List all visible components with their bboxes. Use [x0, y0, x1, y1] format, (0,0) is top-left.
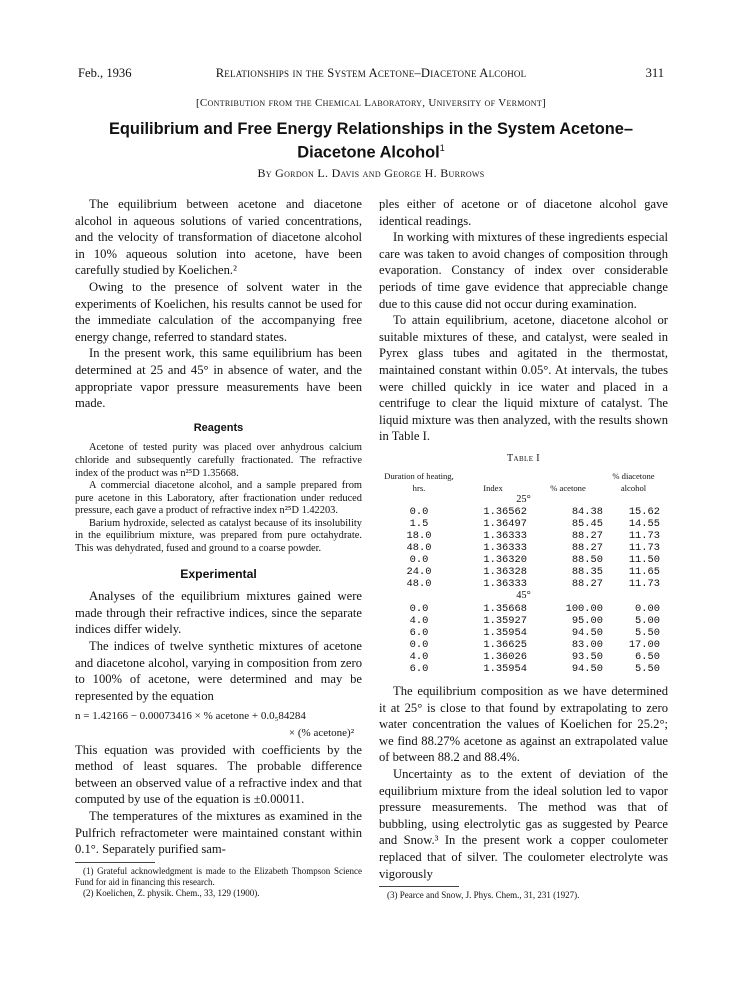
- table-cell: 5.50: [635, 663, 660, 675]
- table-cell: 48.0: [406, 578, 432, 591]
- table-row: [379, 506, 668, 518]
- table-cell: 0.0: [409, 602, 429, 615]
- byline: By Gordon L. Davis and George H. Burrows: [257, 166, 485, 180]
- table-cell: 5.50: [635, 626, 660, 639]
- header-running-title: Relationships in the System Acetone–Diacetone Alcohol: [215, 66, 527, 80]
- paragraph: Uncertainty as to the extent of deviation of the equilibrium mixture from the ideal solution led to vapor pressure measurements. The method was that of bubbling, using electrolytic gas as suggested by Pearce and Snow.³ In the present work a copper coulometer replaced that of silver. The coulometer electrolyte was vigorously: [379, 767, 668, 881]
- table-cell: 1.5: [409, 517, 429, 530]
- right-column: [379, 196, 668, 901]
- table-cell: 6.0: [409, 626, 429, 639]
- table-row: [379, 627, 668, 639]
- table-cell: 1.36497: [483, 517, 527, 530]
- table-cell: 11.73: [628, 529, 660, 542]
- reagent-paragraph: Barium hydroxide, selected as catalyst because of its insolubility in the equilibrium mixture, was prepared from pure octahydrate. This was dehydrated, fused and ground to a coarse powder.: [75, 517, 362, 555]
- left-column: [75, 196, 362, 899]
- table-cell: 0.0: [409, 554, 429, 567]
- title-footnote-mark: 1: [439, 143, 445, 153]
- table-cell: 4.0: [409, 614, 429, 627]
- paragraph: To attain equilibrium, acetone, diacetone alcohol or suitable mixtures of these, and catalyst, were sealed in Pyrex glass tubes and agitated in the thermostat, maintained constant within 0.05°. At intervals, the tubes were chilled quickly in ice water and placed in a centrifuge to clear the liquid mixture of catalyst. The liquid mixture was then analyzed, with the results shown in Table I.: [379, 313, 668, 444]
- header-date: Feb., 1936: [78, 66, 132, 80]
- paragraph: The indices of twelve synthetic mixtures of acetone and diacetone alcohol, varying in composition from zero to 100% of acetone, were determined and may be represented by the equation: [75, 639, 362, 703]
- paragraph: This equation was provided with coefficients by the method of least squares. The probable difference between an observed value of a refractive index and that computed by use of the equation is ±0.00011.: [75, 742, 362, 807]
- table-cell: 94.50: [571, 626, 603, 639]
- table-row: [379, 578, 668, 590]
- table-cell: 6.0: [409, 663, 429, 675]
- paragraph: The equilibrium composition as we have determined it at 25° is close to that found by extrapolating to zero water concentration the values of Koelichen for 25.2°; we find 88.27% acetone as against an extrapolated value of between 88.2 and 88.4%.: [379, 684, 668, 765]
- table-cell: 1.36562: [483, 505, 527, 518]
- table-cell: 95.00: [571, 614, 603, 627]
- table-cell: 17.00: [628, 638, 660, 651]
- table-cell: 18.0: [406, 529, 432, 542]
- table-cell: 1.35927: [483, 614, 527, 627]
- table-cell: 1.36328: [483, 566, 527, 579]
- table-row: [379, 530, 668, 542]
- table-row: [379, 554, 668, 566]
- paragraph: The equilibrium between acetone and diacetone alcohol in aqueous solutions of varied concentrations, and the velocity of transformation of diacetone alcohol in 10% aqueous solution into acetone, have been carefully studied by Koelichen.²: [75, 197, 362, 278]
- table-cell: 1.36026: [483, 650, 527, 663]
- table-cell: 83.00: [571, 638, 603, 651]
- equation-line-1: n = 1.42166 − 0.00073416 × % acetone + 0.0₅84284: [75, 710, 306, 723]
- footnote-1: (1) Grateful acknowledgment is made to the Elizabeth Thompson Science Fund for aid in financing this research.: [75, 865, 362, 887]
- table-cell: 6.50: [635, 650, 660, 663]
- temperature-label: 45°: [516, 590, 531, 602]
- reagent-paragraph: A commercial diacetone alcohol, and a sample prepared from pure acetone in this Laboratory, after fractionation under reduced pressure, each gave a product of refractive index n²⁵D 1.42203.: [75, 480, 362, 517]
- table-cell: 88.27: [571, 542, 603, 555]
- table-row: [379, 615, 668, 627]
- table-cell: 88.27: [571, 578, 603, 591]
- footnote-rule: [379, 886, 459, 887]
- table-row: [379, 639, 668, 651]
- table-section-45: [379, 603, 668, 676]
- table-cell: 15.62: [628, 505, 660, 518]
- table-cell: 1.36333: [483, 542, 527, 555]
- table-cell: 11.50: [628, 554, 660, 567]
- table-section-25: [379, 506, 668, 591]
- table-cell: 88.50: [571, 554, 603, 567]
- reagent-paragraph: Acetone of tested purity was placed over anhydrous calcium chloride and subsequently carefully fractionated. The refractive index of the product was n²⁵D 1.35668.: [75, 442, 362, 479]
- table-cell: 100.00: [565, 602, 603, 615]
- table-title: Table I: [506, 452, 540, 464]
- footnote-2: (2) Koelichen, Z. physik. Chem., 33, 129 (1900).: [83, 887, 260, 898]
- table-cell: 24.0: [406, 566, 432, 579]
- table-cell: 1.36320: [483, 554, 527, 567]
- table-row: [379, 542, 668, 554]
- temperature-label: 25°: [516, 493, 531, 505]
- footnote-3: (3) Pearce and Snow, J. Phys. Chem., 31, 231 (1927).: [387, 890, 580, 901]
- results-table: [379, 470, 668, 676]
- table-cell: 84.38: [571, 505, 603, 518]
- table-cell: 1.35954: [483, 663, 527, 675]
- paragraph: In the present work, this same equilibrium has been determined at 25 and 45° in absence of water, and the appropriate vapor pressure measurements have been made.: [75, 346, 362, 411]
- header-page-number: 311: [645, 66, 664, 80]
- table-cell: 11.73: [628, 542, 660, 555]
- table-cell: 11.73: [628, 578, 660, 591]
- table-cell: 88.27: [571, 529, 603, 542]
- article-title: [78, 120, 664, 162]
- table-cell: 0.0: [409, 505, 429, 518]
- column-header: % acetone: [550, 482, 586, 493]
- table-cell: 93.50: [571, 650, 603, 663]
- footnote-rule: [75, 862, 155, 863]
- column-header: % diacetone alcohol: [612, 470, 655, 493]
- table-row: [379, 651, 668, 663]
- experimental-heading: Experimental: [180, 566, 257, 581]
- column-header: Duration of heating, hrs.: [384, 470, 454, 493]
- table-cell: 0.00: [635, 602, 660, 615]
- table-cell: 1.36333: [483, 529, 527, 542]
- table-cell: 4.0: [409, 650, 429, 663]
- paragraph: In working with mixtures of these ingredients especial care was taken to avoid changes of composition through evaporation. Constancy of index over considerable periods of time gave evidence that appreciable change due to this cause did not occur during examination.: [379, 230, 668, 311]
- article-title-text: Equilibrium and Free Energy Relationships in the System Acetone–Diacetone Alcohol: [108, 120, 633, 162]
- paragraph: The temperatures of the mixtures as examined in the Pulfrich refractometer were maintained constant within 0.1°. Separately purified sam-: [75, 808, 362, 857]
- table-cell: 1.36333: [483, 578, 527, 591]
- paragraph: Owing to the presence of solvent water in the experiments of Koelichen, his results cannot be used for the immediate calculation of the accompanying free energy change, referred to standard states.: [75, 279, 362, 344]
- reagents-heading: Reagents: [193, 421, 244, 434]
- table-cell: 94.50: [571, 663, 603, 675]
- table-cell: 1.35668: [483, 602, 527, 615]
- table-cell: 5.00: [635, 614, 660, 627]
- table-cell: 11.65: [628, 566, 660, 579]
- table-cell: 1.36625: [483, 638, 527, 651]
- table-header-row: [379, 470, 668, 494]
- equation-line-2: × (% acetone)²: [288, 727, 354, 739]
- table-row: [379, 566, 668, 578]
- table-cell: 1.35954: [483, 626, 527, 639]
- column-header: Index: [483, 482, 503, 493]
- contribution-line: [Contribution from the Chemical Laboratory, University of Vermont]: [195, 97, 547, 109]
- table-row: [379, 518, 668, 530]
- table-cell: 0.0: [409, 638, 429, 651]
- table-cell: 85.45: [571, 517, 603, 530]
- table-row: [379, 663, 668, 675]
- paragraph: Analyses of the equilibrium mixtures gained were made through their refractive indices, since the separate indices differ widely.: [75, 589, 362, 637]
- table-row: [379, 603, 668, 615]
- table-cell: 88.35: [571, 566, 603, 579]
- table-cell: 14.55: [628, 517, 660, 530]
- table-cell: 48.0: [406, 542, 432, 555]
- paragraph: ples either of acetone or of diacetone alcohol gave identical readings.: [379, 197, 668, 228]
